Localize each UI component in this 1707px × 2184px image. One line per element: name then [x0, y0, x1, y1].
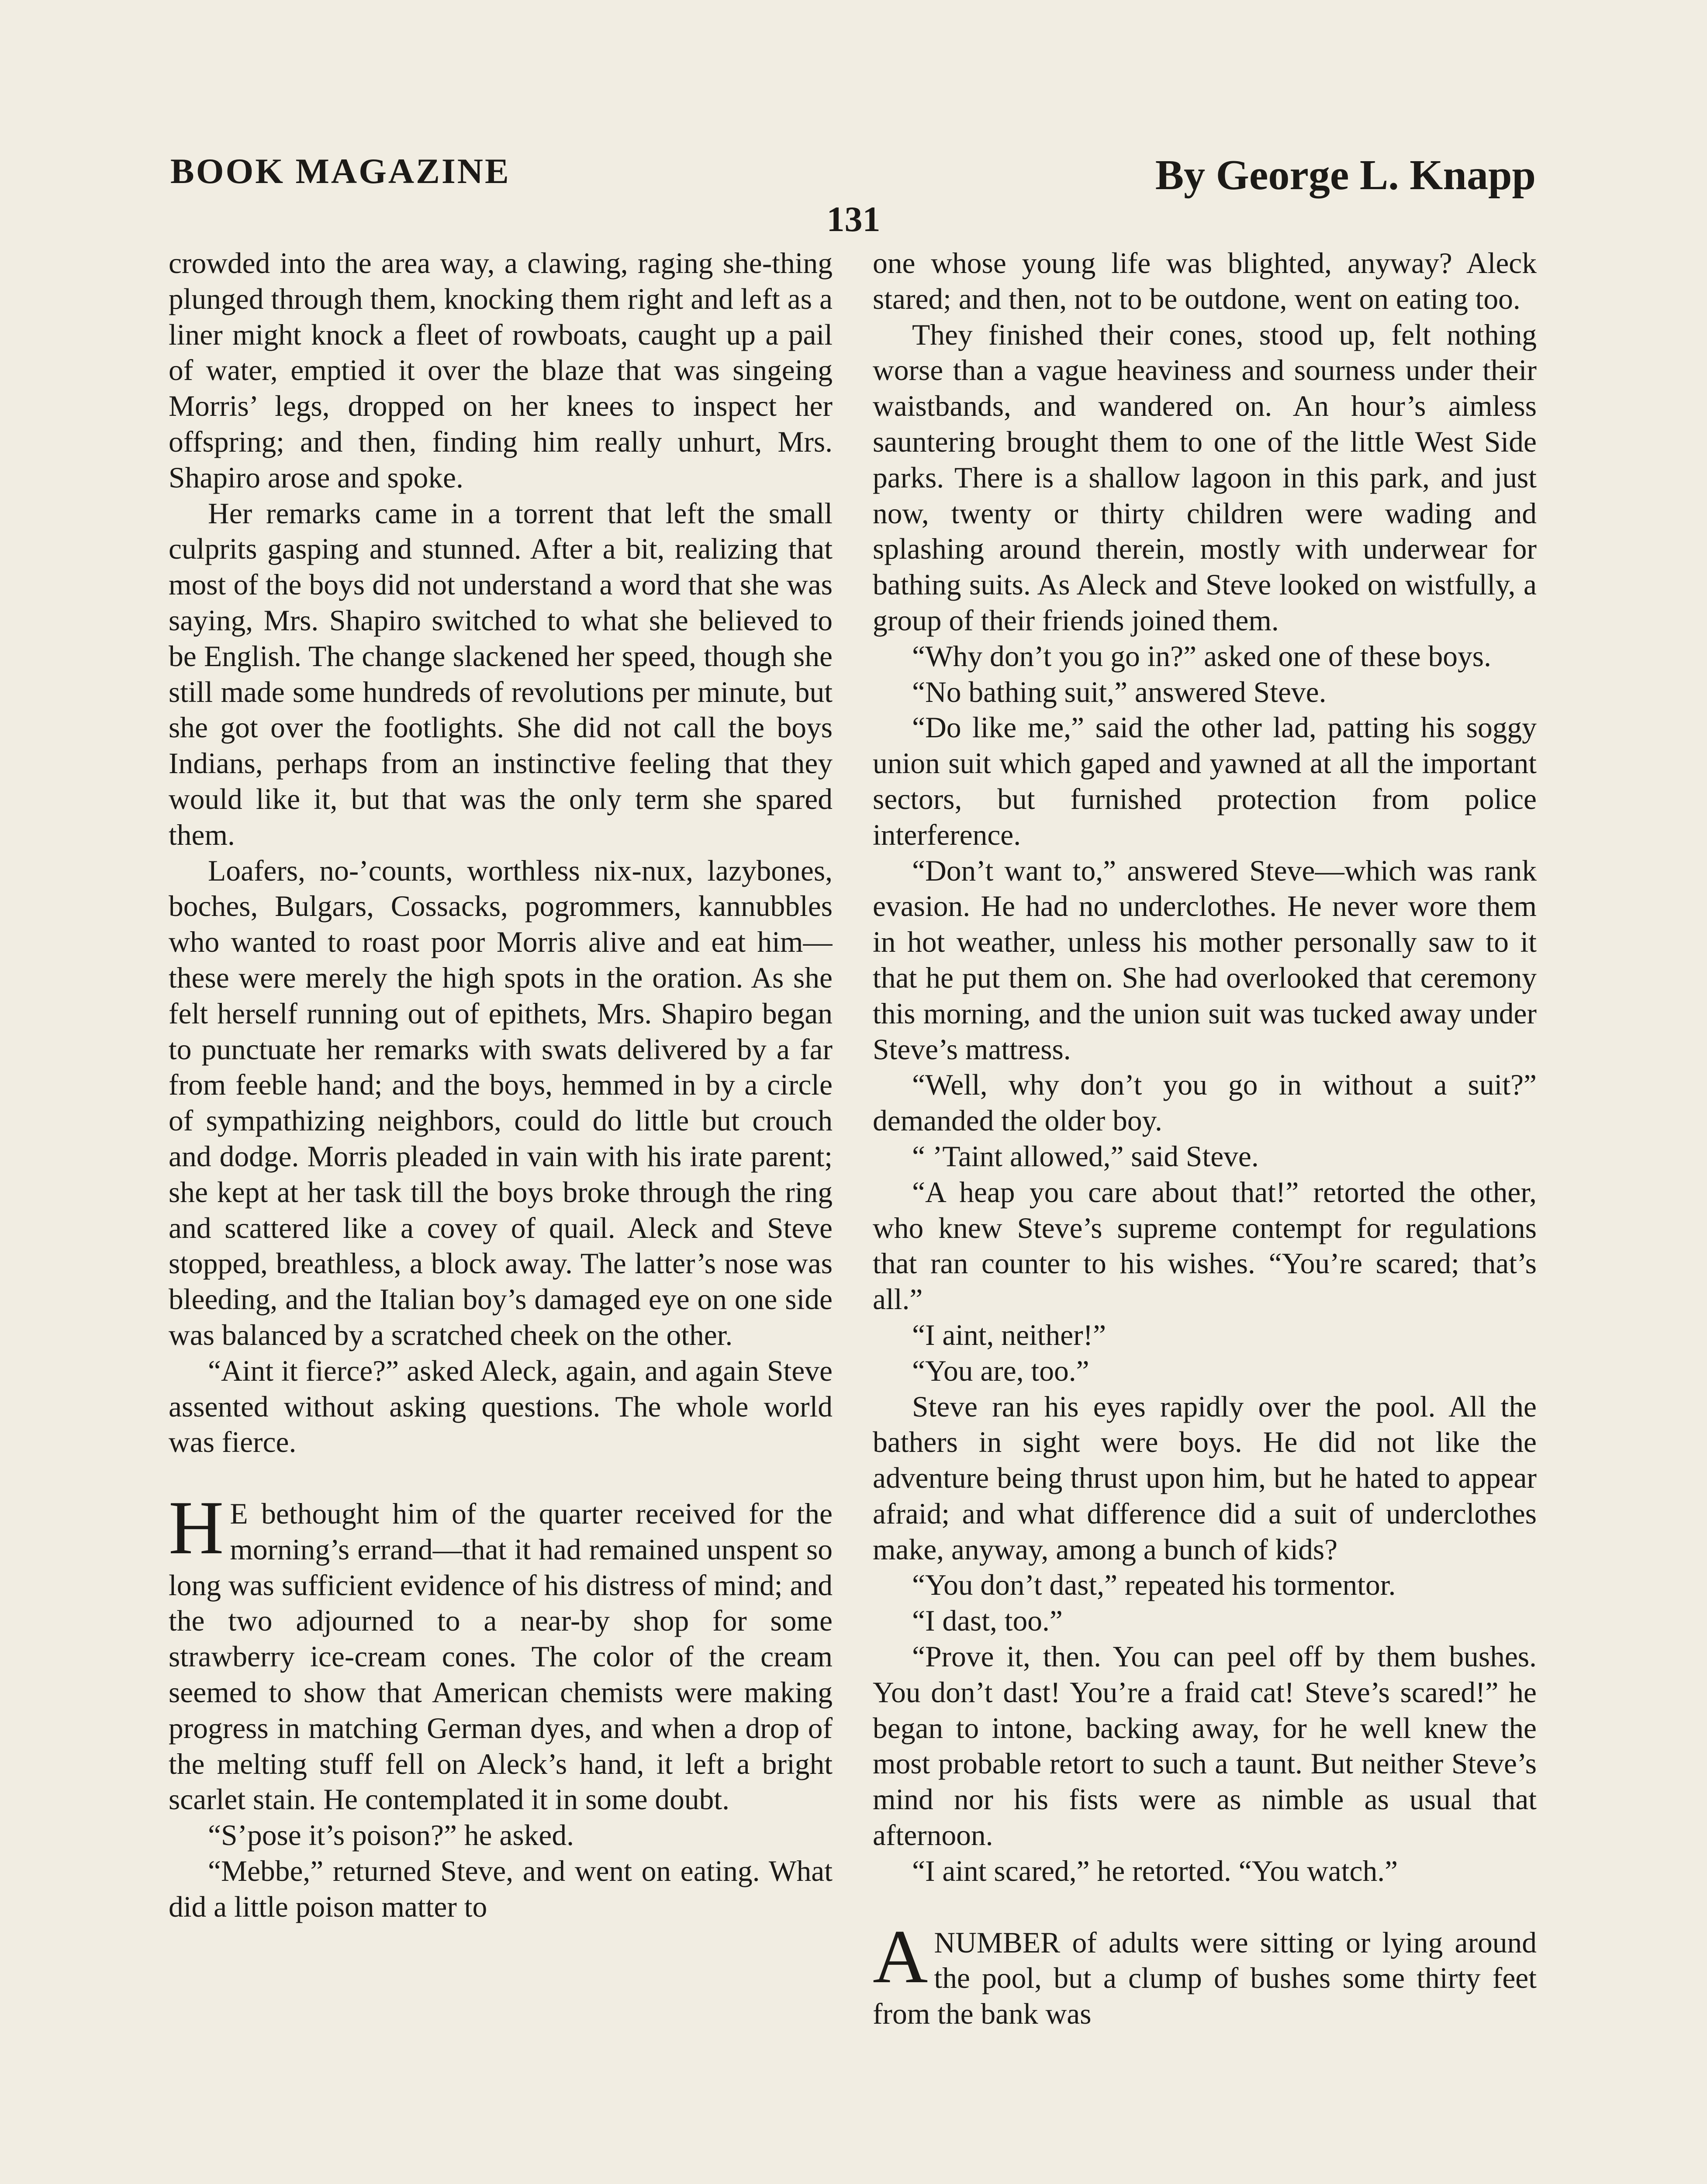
paragraph: “Do like me,” said the other lad, patting his soggy union suit which gaped and yawned at all the important sectors, but furnished protection from police interference.	[873, 711, 1537, 851]
paragraph: “Aint it fierce?” asked Aleck, again, and again Steve assented without asking questions. The whole world was fierce.	[169, 1354, 833, 1459]
paragraph: They finished their cones, stood up, felt nothing worse than a vague heaviness and sourness under their waistbands, and wandered on. An hour’s aimless sauntering brought them to one of the little West Side parks. There is a shallow lagoon in this park, and just now, twenty or thirty children were wading and splashing around therein, mostly with underwear for bathing suits. As Aleck and Steve looked on wistfully, a group of their friends joined them.	[873, 318, 1537, 637]
drop-cap: A	[873, 1914, 928, 1999]
section-text: E bethought him of the quarter received for the morning’s errand—that it had remained unspent so long was sufficient evidence of his distress of mind; and the two adjourned to a near-by shop for some strawberry ice-cream cones. The color of the cream seemed to show that American chemists were making progress in matching German dyes, and when a drop of the melting stuff fell on Aleck’s hand, it left a bright scarlet stain. He contemplated it in some doubt.	[169, 1497, 833, 1816]
paragraph: “I aint, neither!”	[912, 1318, 1106, 1351]
paragraph: “No bathing suit,” answered Steve.	[912, 675, 1327, 708]
paragraph: “ ’Taint allowed,” said Steve.	[912, 1140, 1259, 1173]
paragraph: “A heap you care about that!” retorted the other, who knew Steve’s supreme contempt for regulations that ran counter to his wishes. “You’re scared; that’s all.”	[873, 1175, 1537, 1316]
section-text: NUMBER of adults were sitting or lying around the pool, but a clump of bushes some thirty feet from the bank was	[873, 1926, 1537, 2031]
author-byline: By George L. Knapp	[1155, 152, 1536, 199]
paragraph: “I aint scared,” he retorted. “You watch.”	[912, 1854, 1398, 1887]
paragraph: “Mebbe,” returned Steve, and went on eating. What did a little poison matter to	[169, 1855, 833, 1923]
right-column	[873, 245, 1537, 2184]
drop-cap: H	[169, 1485, 224, 1570]
paragraph: one whose young life was blighted, anyway? Aleck stared; and then, not to be outdone, went on eating too.	[873, 247, 1537, 315]
paragraph: “I dast, too.”	[912, 1604, 1063, 1638]
paragraph: “Well, why don’t you go in without a suit?” demanded the older boy.	[873, 1068, 1537, 1137]
paragraph: Her remarks came in a torrent that left the small culprits gasping and stunned. After a bit, realizing that most of the boys did not understand a word that she was saying, Mrs. Shapiro switched to what she believed to be English. The change slackened her speed, though she still made some hundreds of revolutions per minute, but she got over the footlights. She did not call the boys Indians, perhaps from an instinctive feeling that they would like it, but that was the only term she spared them.	[169, 497, 833, 851]
paragraph: Steve ran his eyes rapidly over the pool. All the bathers in sight were boys. He did not like the adventure being thrust upon him, but he hated to appear afraid; and what difference did a suit of underclothes make, anyway, among a bunch of kids?	[873, 1390, 1537, 1566]
paragraph: “You don’t dast,” repeated his tormentor.	[912, 1569, 1396, 1602]
paragraph: “S’pose it’s poison?” he asked.	[208, 1819, 574, 1852]
magazine-title: BOOK MAGAZINE	[170, 151, 511, 191]
paragraph: Loafers, no-’counts, worthless nix-nux, lazybones, boches, Bulgars, Cossacks, pogrommers, kannubbles who wanted to roast poor Morris alive and eat him—these were merely the high spots in the oration. As she felt herself running out of epithets, Mrs. Shapiro began to punctuate her remarks with swats delivered by a far from feeble hand; and the boys, hemmed in by a circle of sympathizing neighbors, could do little but crouch and dodge. Morris pleaded in vain with his irate parent; she kept at her task till the boys broke through the ring and scattered like a covey of quail. Aleck and Steve stopped, breathless, a block away. The latter’s nose was bleeding, and the Italian boy’s damaged eye on one side was balanced by a scratched cheek on the other.	[169, 854, 833, 1351]
paragraph: “Why don’t you go in?” asked one of these boys.	[912, 639, 1491, 673]
paragraph: “Prove it, then. You can peel off by them bushes. You don’t dast! You’re a fraid cat! Steve’s scared!” he began to intone, backing away, for he well knew the most probable retort to such a taunt. But neither Steve’s mind nor his fists were as nimble as usual that afternoon.	[873, 1640, 1537, 1852]
paragraph: “Don’t want to,” answered Steve—which was rank evasion. He had no underclothes. He never wore them in hot weather, unless his mother personally saw to it that he put them on. She had overlooked that ceremony this morning, and the union suit was tucked away under Steve’s mattress.	[873, 854, 1537, 1066]
paragraph: “You are, too.”	[912, 1354, 1089, 1387]
left-column	[169, 245, 833, 2184]
paragraph: crowded into the area way, a clawing, raging she-thing plunged through them, knocking them right and left as a liner might knock a fleet of rowboats, caught up a pail of water, emptied it over the blaze that was singeing Morris’ legs, dropped on her knees to inspect her offspring; and then, finding him really unhurt, Mrs. Shapiro arose and spoke.	[169, 247, 833, 494]
section-paragraph	[169, 1485, 833, 1818]
section-paragraph	[873, 1914, 1537, 2032]
page-number: 131	[826, 199, 881, 239]
